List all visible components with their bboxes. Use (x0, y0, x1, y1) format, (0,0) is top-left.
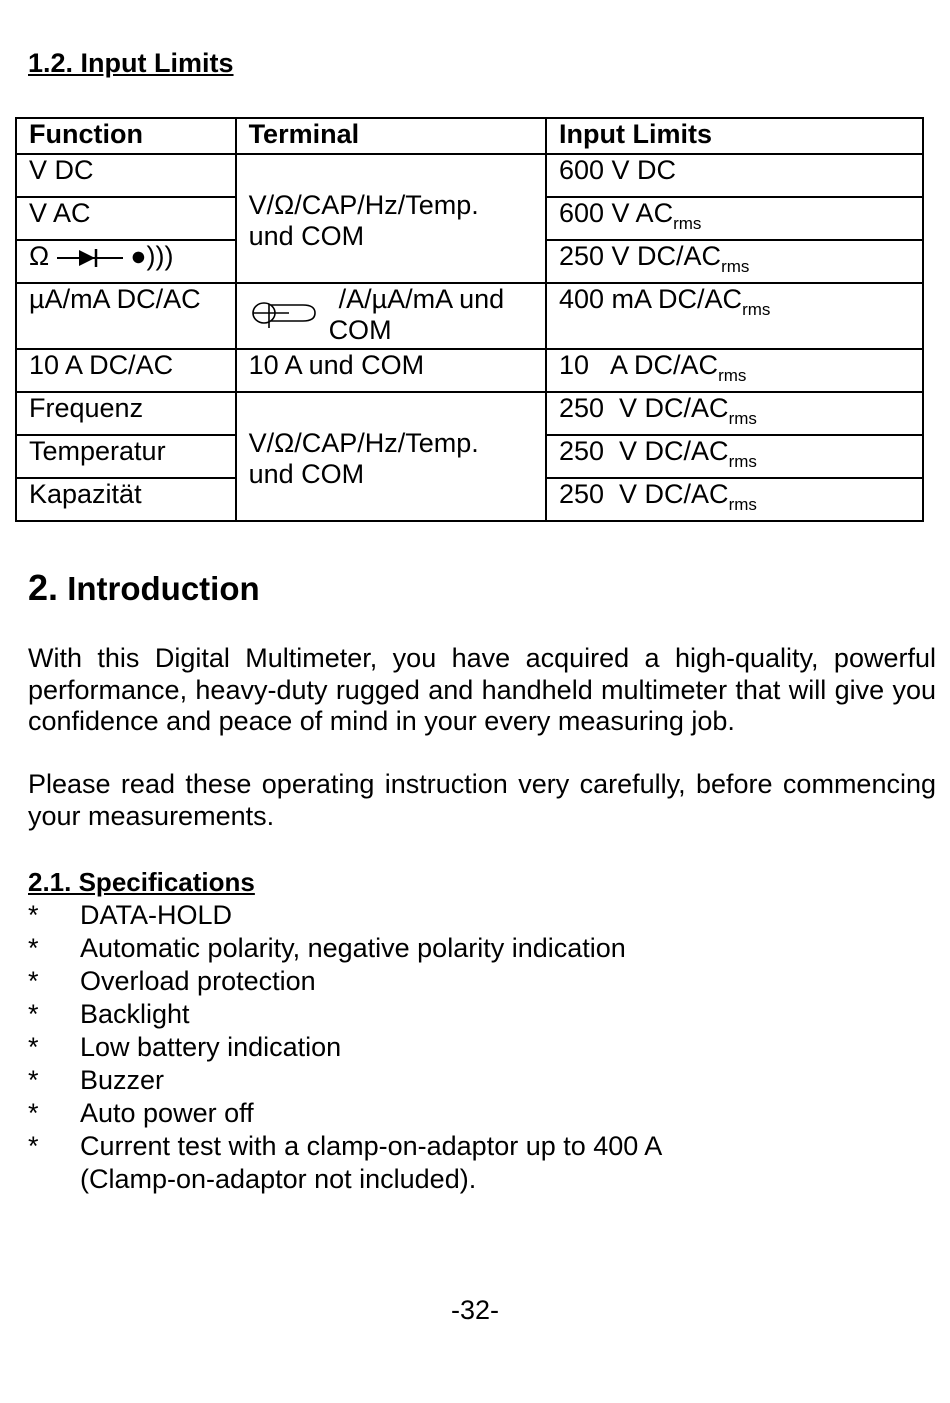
intro-paragraph: With this Digital Multimeter, you have acquired a high-quality, powerful performance, heavy-duty rugged and handheld multimeter that will give you confidence and peace of mind in your every measuring job. (28, 643, 936, 736)
section-title-input-limits: 1.2. Input Limits (28, 48, 234, 78)
terminal-line: und COM (248, 458, 365, 489)
input-limits-table (15, 117, 924, 522)
terminal-line: COM (328, 315, 392, 345)
limit-cell: 250 V $DC/AC_{rms}$ (546, 392, 923, 435)
limit-cell: 600 V $AC_{rms}$ (546, 197, 923, 240)
table-row (16, 392, 923, 435)
instruction-paragraph: Please read these operating instruction very carefully, before commencing your measurements. (28, 769, 936, 831)
clamp-adaptor-icon (249, 296, 321, 330)
limit-cell: 250 V $DC/AC_{rms}$ (546, 240, 923, 283)
list-item: * DATA-HOLD (28, 900, 233, 930)
table-row (16, 283, 923, 349)
header-function: Function (16, 118, 236, 154)
list-item: * Backlight (28, 999, 190, 1029)
terminal-line: und COM (248, 220, 365, 251)
terminal-cell (236, 154, 546, 283)
specifications-list (28, 899, 662, 1196)
section-title-text: Introduction (67, 570, 260, 607)
function-cell: Frequenz (16, 392, 236, 435)
limit-cell: 250 V $DC/AC_{rms}$ (546, 435, 923, 478)
function-cell: Temperatur (16, 435, 236, 478)
function-cell: V DC (16, 154, 236, 197)
list-item: * Low battery indication (28, 1032, 342, 1062)
list-item: * Auto power off (28, 1098, 254, 1128)
function-cell: V AC (16, 197, 236, 240)
list-item: * Automatic polarity, negative polarity indication (28, 933, 626, 963)
terminal-line: V/Ω/CAP/Hz/Temp. (248, 427, 479, 458)
header-terminal: Terminal (236, 118, 546, 154)
table-row (16, 349, 923, 392)
terminal-line: V/Ω/CAP/Hz/Temp. (248, 189, 479, 220)
function-cell: µA/mA DC/AC (16, 283, 236, 349)
header-input-limits: Input Limits (546, 118, 923, 154)
terminal-cell: 10 A und COM (236, 349, 546, 392)
section-number: 2. (28, 567, 59, 608)
limit-cell: 10 A $DC/AC_{rms}$ (546, 349, 923, 392)
table-header-row (16, 118, 923, 154)
terminal-line: /A/µA/mA und (338, 284, 505, 314)
table-row (16, 154, 923, 197)
terminal-cell (236, 392, 546, 521)
function-cell: Ω ●))) (16, 240, 236, 283)
page-number: -32- (450, 1295, 499, 1325)
section-title-specifications: 2.1. Specifications (28, 867, 255, 897)
limit-cell: 600 V DC (546, 154, 923, 197)
diode-icon (57, 248, 123, 268)
limit-cell: 400 mA $DC/AC_{rms}$ (546, 283, 923, 349)
function-cell: Kapazität (16, 478, 236, 521)
list-item: * Overload protection (28, 966, 316, 996)
function-cell: 10 A DC/AC (16, 349, 236, 392)
section-title-introduction (28, 567, 260, 609)
list-item: * Buzzer (28, 1065, 165, 1095)
list-item: * Current test with a clamp-on-adaptor up to 400 A (Clamp-on-adaptor not included). (28, 1131, 663, 1194)
terminal-cell (236, 283, 546, 349)
limit-cell: 250 V $DC/AC_{rms}$ (546, 478, 923, 521)
